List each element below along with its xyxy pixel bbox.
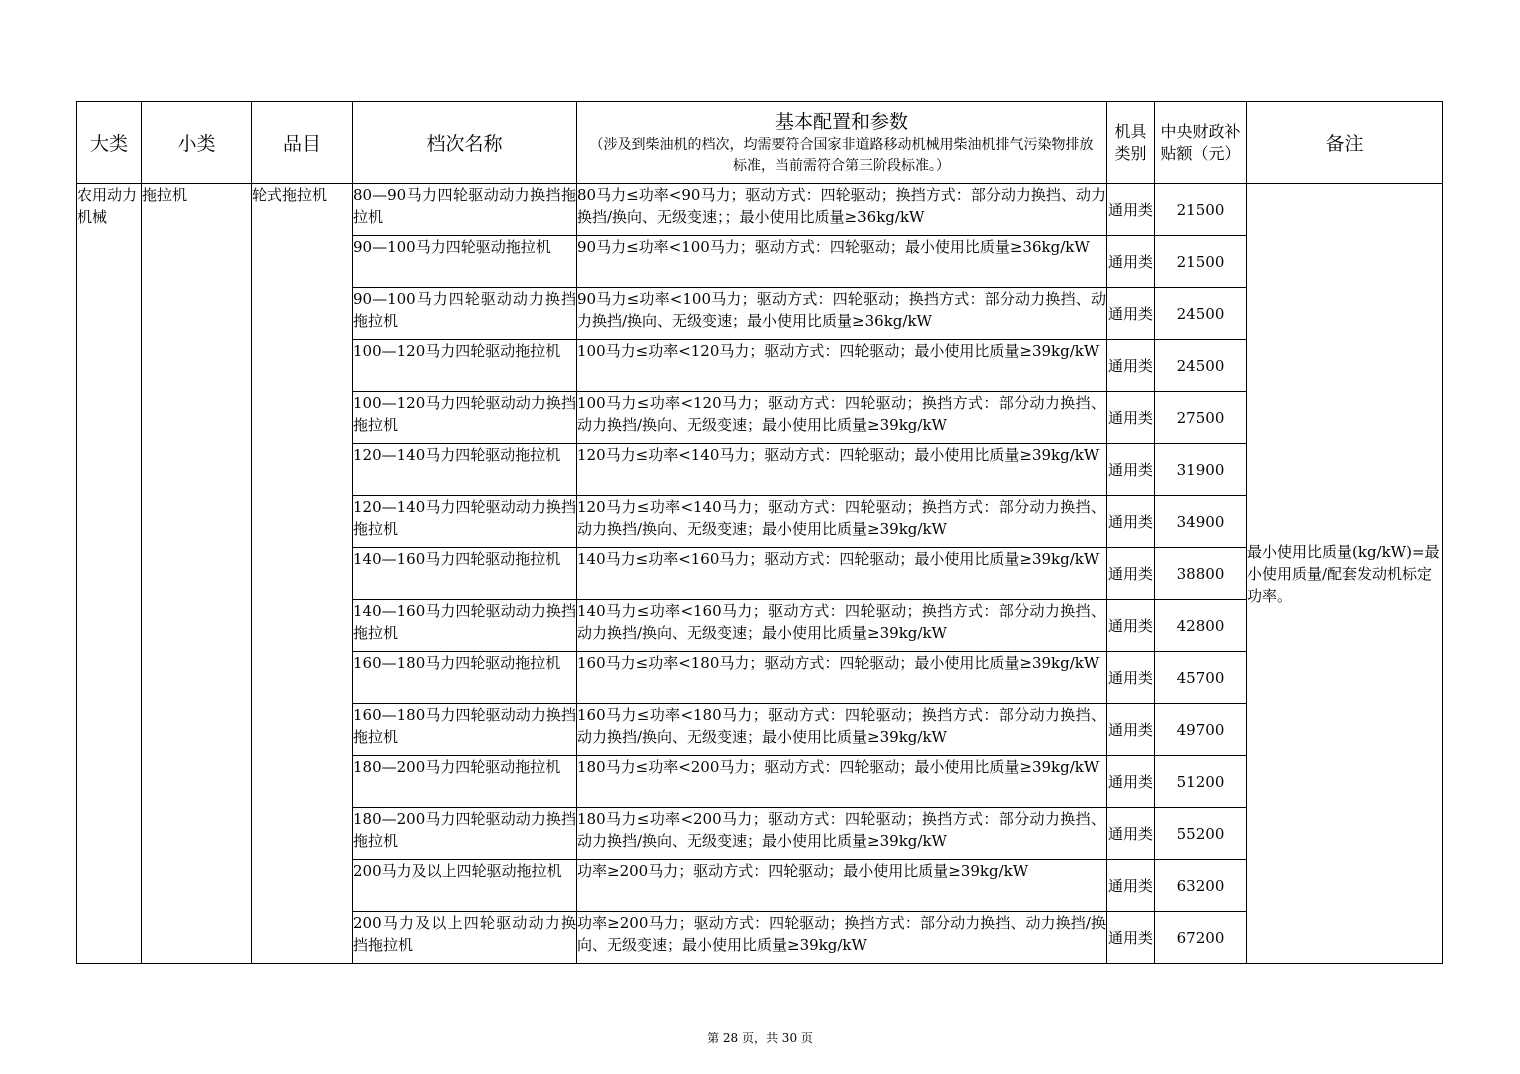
- params-text-cell: [577, 652, 1107, 704]
- grade-name-cell: 120—140马力四轮驱动动力换挡拖拉机: [353, 496, 577, 548]
- subsidy-amount-cell: 24500: [1155, 288, 1247, 340]
- params-text: 140马力≤功率<160马力；驱动方式：四轮驱动；换挡方式：部分动力换挡、动力换挡/换向、无级变速；最小使用比质量≥39kg/kW: [577, 602, 1106, 642]
- machine-type-cell: 通用类: [1107, 184, 1155, 236]
- machine-type-cell: 通用类: [1107, 340, 1155, 392]
- subsidy-amount-cell: 49700: [1155, 704, 1247, 756]
- remark-cell: 最小使用比质量(kg/kW)=最小使用质量/配套发动机标定功率。: [1247, 184, 1443, 964]
- grade-name-cell: 120—140马力四轮驱动拖拉机: [353, 444, 577, 496]
- params-text-cell: [577, 184, 1107, 236]
- subsidy-amount-cell: 34900: [1155, 496, 1247, 548]
- params-text-cell: [577, 392, 1107, 444]
- machine-type-cell: 通用类: [1107, 444, 1155, 496]
- params-text-cell: [577, 444, 1107, 496]
- params-text: 120马力≤功率<140马力；驱动方式：四轮驱动；换挡方式：部分动力换挡、动力换挡/换向、无级变速；最小使用比质量≥39kg/kW: [577, 498, 1106, 538]
- grade-name-cell: 180—200马力四轮驱动动力换挡拖拉机: [353, 808, 577, 860]
- machine-type-cell: 通用类: [1107, 392, 1155, 444]
- params-text: 140马力≤功率<160马力；驱动方式：四轮驱动；最小使用比质量≥39kg/kW: [577, 550, 1100, 568]
- table-row: [77, 184, 1443, 236]
- grade-name-cell: 100—120马力四轮驱动拖拉机: [353, 340, 577, 392]
- subsidy-amount-cell: 55200: [1155, 808, 1247, 860]
- subsidy-amount-cell: 24500: [1155, 340, 1247, 392]
- machine-type-cell: 通用类: [1107, 704, 1155, 756]
- params-text-cell: [577, 548, 1107, 600]
- grade-name-cell: 80—90马力四轮驱动动力换挡拖拉机: [353, 184, 577, 236]
- subsidy-amount-cell: 21500: [1155, 184, 1247, 236]
- machine-type-cell: 通用类: [1107, 600, 1155, 652]
- header-subcategory: 小类: [142, 102, 252, 184]
- header-params-note: （涉及到柴油机的档次，均需要符合国家非道路移动机械用柴油机排气污染物排放标准，当前需符合第三阶段标准。）: [589, 136, 1094, 174]
- subsidy-amount-cell: 38800: [1155, 548, 1247, 600]
- params-text: 120马力≤功率<140马力；驱动方式：四轮驱动；最小使用比质量≥39kg/kW: [577, 446, 1100, 464]
- grade-name-cell: 160—180马力四轮驱动拖拉机: [353, 652, 577, 704]
- params-text: 180马力≤功率<200马力；驱动方式：四轮驱动；最小使用比质量≥39kg/kW: [577, 758, 1100, 776]
- machine-type-cell: 通用类: [1107, 548, 1155, 600]
- subsidy-amount-cell: 51200: [1155, 756, 1247, 808]
- header-subsidy: 中央财政补贴额（元）: [1155, 102, 1247, 184]
- subsidy-amount-cell: 31900: [1155, 444, 1247, 496]
- params-text-cell: [577, 340, 1107, 392]
- params-text: 100马力≤功率<120马力；驱动方式：四轮驱动；最小使用比质量≥39kg/kW: [577, 342, 1100, 360]
- grade-name-cell: 140—160马力四轮驱动动力换挡拖拉机: [353, 600, 577, 652]
- params-text: 180马力≤功率<200马力；驱动方式：四轮驱动；换挡方式：部分动力换挡、动力换挡/换向、无级变速；最小使用比质量≥39kg/kW: [577, 810, 1106, 850]
- params-text-cell: [577, 496, 1107, 548]
- header-remark: 备注: [1247, 102, 1443, 184]
- header-params: [577, 102, 1107, 184]
- params-text-cell: [577, 236, 1107, 288]
- machine-type-cell: 通用类: [1107, 652, 1155, 704]
- subsidy-amount-cell: 42800: [1155, 600, 1247, 652]
- params-text: 80马力≤功率<90马力；驱动方式：四轮驱动；换挡方式：部分动力换挡、动力换挡/换向、无级变速；；最小使用比质量≥36kg/kW: [577, 186, 1106, 226]
- subsidy-amount-cell: 67200: [1155, 912, 1247, 964]
- params-text: 160马力≤功率<180马力；驱动方式：四轮驱动；换挡方式：部分动力换挡、动力换挡/换向、无级变速；最小使用比质量≥39kg/kW: [577, 706, 1106, 746]
- params-text: 功率≥200马力；驱动方式：四轮驱动；最小使用比质量≥39kg/kW: [577, 862, 1029, 880]
- subcategory-cell: 拖拉机: [142, 184, 252, 964]
- params-text-cell: [577, 756, 1107, 808]
- machine-type-cell: 通用类: [1107, 288, 1155, 340]
- grade-name-cell: 160—180马力四轮驱动动力换挡拖拉机: [353, 704, 577, 756]
- params-text: 100马力≤功率<120马力；驱动方式：四轮驱动；换挡方式：部分动力换挡、动力换挡/换向、无级变速；最小使用比质量≥39kg/kW: [577, 394, 1106, 434]
- header-item: 品目: [252, 102, 353, 184]
- grade-name-cell: 200马力及以上四轮驱动动力换挡拖拉机: [353, 912, 577, 964]
- machine-type-cell: 通用类: [1107, 236, 1155, 288]
- params-text: 功率≥200马力；驱动方式：四轮驱动；换挡方式：部分动力换挡、动力换挡/换向、无级变速；最小使用比质量≥39kg/kW: [577, 914, 1106, 954]
- machine-type-cell: 通用类: [1107, 860, 1155, 912]
- header-row: [77, 102, 1443, 184]
- grade-name-cell: 90—100马力四轮驱动拖拉机: [353, 236, 577, 288]
- grade-name-cell: 140—160马力四轮驱动拖拉机: [353, 548, 577, 600]
- machine-type-cell: 通用类: [1107, 912, 1155, 964]
- params-text: 90马力≤功率<100马力；驱动方式：四轮驱动；最小使用比质量≥36kg/kW: [577, 238, 1090, 256]
- grade-name-cell: 180—200马力四轮驱动拖拉机: [353, 756, 577, 808]
- params-text-cell: [577, 912, 1107, 964]
- item-cell: 轮式拖拉机: [252, 184, 353, 964]
- subsidy-amount-cell: 21500: [1155, 236, 1247, 288]
- params-text: 90马力≤功率<100马力；驱动方式：四轮驱动；换挡方式：部分动力换挡、动力换挡/换向、无级变速；最小使用比质量≥36kg/kW: [577, 290, 1106, 330]
- page-footer: 第 28 页，共 30 页: [707, 1031, 813, 1045]
- params-text-cell: [577, 808, 1107, 860]
- header-machine-type: 机具类别: [1107, 102, 1155, 184]
- subsidy-amount-cell: 27500: [1155, 392, 1247, 444]
- machine-type-cell: 通用类: [1107, 808, 1155, 860]
- subsidy-amount-cell: 45700: [1155, 652, 1247, 704]
- params-text-cell: [577, 860, 1107, 912]
- subsidy-amount-cell: 63200: [1155, 860, 1247, 912]
- params-text-cell: [577, 704, 1107, 756]
- machine-type-cell: 通用类: [1107, 756, 1155, 808]
- params-text-cell: [577, 288, 1107, 340]
- header-grade-name: 档次名称: [353, 102, 577, 184]
- category-cell: 农用动力机械: [77, 184, 142, 964]
- grade-name-cell: 200马力及以上四轮驱动拖拉机: [353, 860, 577, 912]
- header-category: 大类: [77, 102, 142, 184]
- table-body: [77, 184, 1443, 964]
- header-params-title: 基本配置和参数: [774, 110, 908, 133]
- grade-name-cell: 100—120马力四轮驱动动力换挡拖拉机: [353, 392, 577, 444]
- params-text-cell: [577, 600, 1107, 652]
- subsidy-table: [76, 101, 1443, 964]
- params-text: 160马力≤功率<180马力；驱动方式：四轮驱动；最小使用比质量≥39kg/kW: [577, 654, 1100, 672]
- machine-type-cell: 通用类: [1107, 496, 1155, 548]
- grade-name-cell: 90—100马力四轮驱动动力换挡拖拉机: [353, 288, 577, 340]
